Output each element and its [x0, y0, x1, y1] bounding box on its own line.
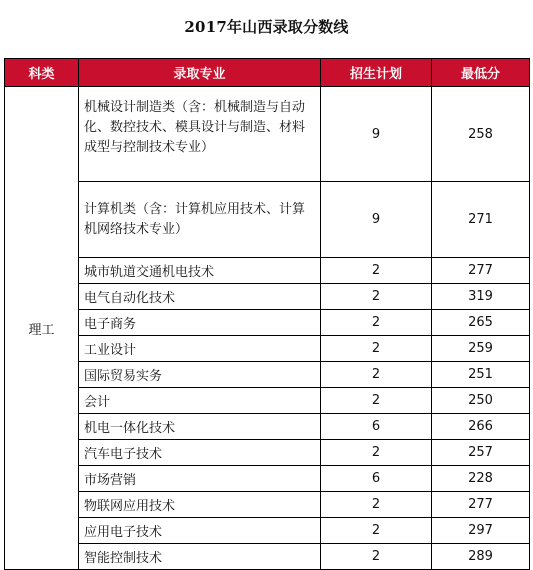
plan-cell: 9 [321, 182, 432, 258]
major-cell: 城市轨道交通机电技术 [79, 258, 321, 284]
major-cell: 电气自动化技术 [79, 284, 321, 310]
min-score-cell: 289 [432, 544, 530, 570]
table-row [5, 492, 530, 518]
major-cell: 应用电子技术 [79, 518, 321, 544]
table-row [5, 362, 530, 388]
major-cell: 机电一体化技术 [79, 414, 321, 440]
major-cell: 计算机类（含：计算机应用技术、计算机网络技术专业） [79, 182, 321, 258]
major-cell: 会计 [79, 388, 321, 414]
major-cell: 国际贸易实务 [79, 362, 321, 388]
min-score-cell: 250 [432, 388, 530, 414]
admission-score-table [4, 58, 530, 570]
plan-cell: 2 [321, 388, 432, 414]
min-score-cell: 271 [432, 182, 530, 258]
plan-cell: 2 [321, 440, 432, 466]
plan-cell: 2 [321, 310, 432, 336]
table-row [5, 466, 530, 492]
min-score-cell: 277 [432, 258, 530, 284]
min-score-cell: 258 [432, 87, 530, 182]
major-cell: 智能控制技术 [79, 544, 321, 570]
min-score-cell: 277 [432, 492, 530, 518]
plan-cell: 2 [321, 362, 432, 388]
table-row [5, 87, 530, 182]
table-row [5, 258, 530, 284]
column-header-major: 录取专业 [79, 59, 321, 87]
major-cell: 汽车电子技术 [79, 440, 321, 466]
major-cell: 物联网应用技术 [79, 492, 321, 518]
page-title: 2017年山西录取分数线 [184, 18, 349, 36]
min-score-cell: 259 [432, 336, 530, 362]
table-row [5, 544, 530, 570]
plan-cell: 2 [321, 518, 432, 544]
table-row [5, 182, 530, 258]
major-cell: 市场营销 [79, 466, 321, 492]
column-header-plan: 招生计划 [321, 59, 432, 87]
major-cell: 工业设计 [79, 336, 321, 362]
min-score-cell: 228 [432, 466, 530, 492]
plan-cell: 2 [321, 492, 432, 518]
table-row [5, 388, 530, 414]
major-cell: 机械设计制造类（含：机械制造与自动化、数控技术、模具设计与制造、材料成型与控制技术专业） [79, 87, 321, 182]
plan-cell: 2 [321, 336, 432, 362]
plan-cell: 2 [321, 544, 432, 570]
plan-cell: 6 [321, 466, 432, 492]
plan-cell: 9 [321, 87, 432, 182]
plan-cell: 2 [321, 284, 432, 310]
column-header-category: 科类 [5, 59, 79, 87]
min-score-cell: 297 [432, 518, 530, 544]
table-row [5, 440, 530, 466]
column-header-min-score: 最低分 [432, 59, 530, 87]
min-score-cell: 319 [432, 284, 530, 310]
plan-cell: 6 [321, 414, 432, 440]
plan-cell: 2 [321, 258, 432, 284]
table-header-row [5, 59, 530, 87]
min-score-cell: 251 [432, 362, 530, 388]
table-row [5, 284, 530, 310]
category-cell: 理工 [5, 87, 79, 570]
min-score-cell: 257 [432, 440, 530, 466]
table-row [5, 414, 530, 440]
table-row [5, 518, 530, 544]
min-score-cell: 266 [432, 414, 530, 440]
table-row [5, 310, 530, 336]
table-row [5, 336, 530, 362]
min-score-cell: 265 [432, 310, 530, 336]
major-cell: 电子商务 [79, 310, 321, 336]
